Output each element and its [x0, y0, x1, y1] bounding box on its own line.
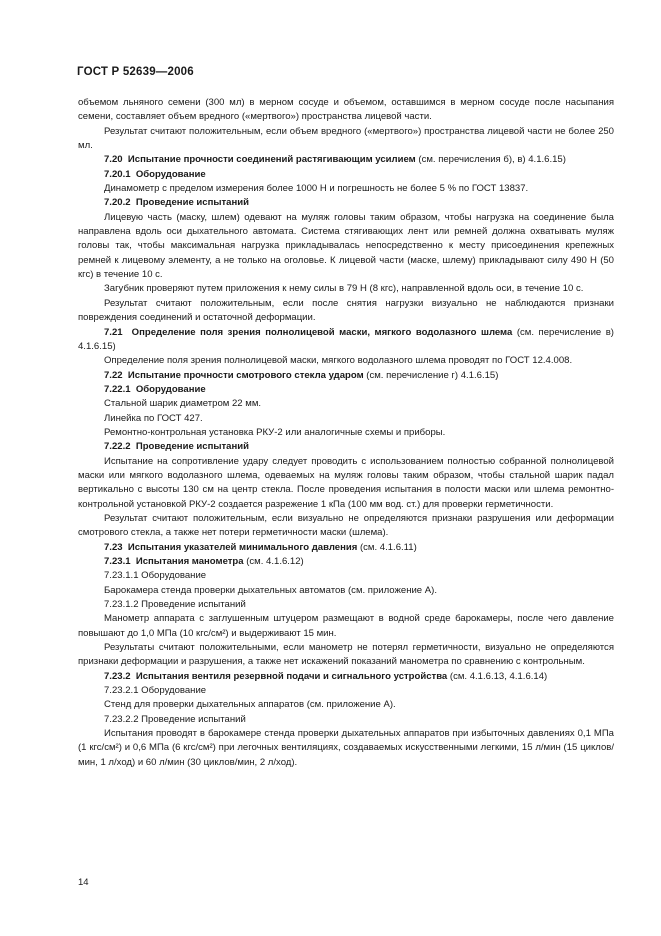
paragraph-text: Ремонтно-контрольная установка РКУ-2 или аналогичные схемы и приборы.	[104, 426, 446, 438]
section-paragraph	[78, 670, 614, 684]
paragraph-text: (см. перечисления б), в) 4.1.6.15)	[415, 154, 566, 166]
section-paragraph	[78, 326, 614, 355]
section-number: 7.20.1	[104, 168, 131, 180]
paragraph-text: Стальной шарик диаметром 22 мм.	[104, 398, 262, 410]
section-title: Определение поля зрения полнолицевой маски, мягкого водолазного шлема	[131, 326, 513, 338]
section-title: Оборудование	[135, 383, 206, 395]
section-paragraph	[78, 555, 614, 569]
paragraph-text: Испытание на сопротивление удару следует проводить с использованием полностью собранной полнолицевой маски или мягкого водолазного шлема, одеваемых на муляж головы таким образом, чтобы стальной шарик падал вертикально с высоты 130 см на центр стекла. После проведения испытания в полости маски или шлема ремонтно-контрольной установкой РКУ-2 создается разрежение 1 кПа (100 мм вод. ст.) для проверки герметичности.	[78, 455, 614, 510]
paragraph-text: Динамометр с пределом измерения более 1000 Н и погрешность не более 5 % по ГОСТ 13837.	[104, 183, 529, 195]
body-paragraph	[78, 125, 614, 154]
paragraph-text: Барокамера стенда проверки дыхательных автоматов (см. приложение А).	[104, 584, 437, 596]
section-title: Испытание прочности смотрового стекла ударом	[127, 369, 364, 381]
document-body	[78, 96, 614, 770]
paragraph-text: 7.23.2.1 Оборудование	[104, 685, 207, 697]
paragraph-text: (см. 4.1.6.11)	[357, 541, 417, 553]
section-paragraph	[78, 369, 614, 383]
section-number: 7.20.2	[104, 197, 131, 209]
section-paragraph	[78, 440, 614, 454]
section-number: 7.23.2	[104, 670, 131, 682]
paragraph-text: (см. перечисление г) 4.1.6.15)	[363, 369, 499, 381]
body-paragraph	[78, 397, 614, 411]
paragraph-text: Линейка по ГОСТ 427.	[104, 412, 203, 424]
paragraph-text: Результат считают положительным, если объем вредного («мертвого») пространства лицевой части не более 250 мл.	[78, 125, 614, 152]
paragraph-text: Определение поля зрения полнолицевой маски, мягкого водолазного шлема проводят по ГОСТ 12.4.008.	[104, 355, 573, 367]
paragraph-text: Результаты считают положительными, если манометр не потерял герметичности, визуально не определяются признаки деформации и разрушения, а также нет искажений показаний манометра по сравнению с контрольным.	[78, 642, 614, 668]
body-paragraph	[78, 684, 614, 698]
section-title: Испытание прочности соединений растягивающим усилием	[127, 154, 416, 166]
body-paragraph	[78, 698, 614, 712]
section-paragraph	[78, 541, 614, 555]
body-paragraph	[78, 426, 614, 440]
body-paragraph	[78, 282, 614, 296]
page-number: 14	[78, 877, 89, 888]
section-title: Проведение испытаний	[135, 197, 249, 209]
paragraph-text: Результат считают положительным, если после снятия нагрузки визуально не наблюдаются признаки повреждения соединений и остаточной деформации.	[78, 297, 614, 324]
section-title: Проведение испытаний	[135, 441, 249, 453]
document-header: ГОСТ Р 52639—2006	[77, 66, 194, 78]
body-paragraph	[78, 297, 614, 326]
section-number: 7.20	[104, 154, 123, 166]
body-paragraph	[78, 598, 614, 612]
body-paragraph	[78, 569, 614, 583]
body-paragraph	[78, 512, 614, 541]
section-paragraph	[78, 383, 614, 397]
paragraph-text: Результат считают положительным, если визуально не определяются признаки разрушения или деформации смотрового стекла, а также нет потери герметичности маски (шлема).	[78, 512, 614, 539]
paragraph-text: Стенд для проверки дыхательных аппаратов (см. приложение А).	[104, 699, 396, 711]
body-paragraph	[78, 641, 614, 670]
section-number: 7.22.2	[104, 441, 131, 453]
section-paragraph	[78, 168, 614, 182]
paragraph-text: 7.23.2.2 Проведение испытаний	[104, 713, 246, 725]
paragraph-text: (см. перечисление в) 4.1.6.15)	[78, 326, 614, 352]
body-paragraph	[78, 727, 614, 770]
section-paragraph	[78, 196, 614, 210]
body-paragraph	[78, 182, 614, 196]
section-title: Испытания вентиля резервной подачи и сигнального устройства	[135, 670, 448, 682]
body-paragraph	[78, 584, 614, 598]
section-number: 7.23.1	[104, 556, 131, 567]
section-title: Оборудование	[135, 168, 206, 180]
paragraph-text: (см. 4.1.6.12)	[243, 556, 304, 567]
paragraph-text: Загубник проверяют путем приложения к нему силы в 79 Н (8 кгс), направленной вдоль оси, в течение 10 с.	[104, 283, 584, 295]
section-title: Испытания манометра	[135, 556, 244, 567]
paragraph-text: Лицевую часть (маску, шлем) одевают на муляж головы таким образом, чтобы нагрузка на соединение была направлена вдоль оси дыхательного автомата. Система стягивающих лент или ремней должна охватывать муляж головы так, чтобы максимальная нагрузка прикладывалась непосредственно к месту присоединения крепежных ремней к лицевому элементу, а не только на оголовье. К лицевой части (маске, шлему) прикладывают силу 490 Н (50 кгс) в течение 10 с.	[78, 211, 614, 281]
body-paragraph	[78, 354, 614, 368]
paragraph-text: Манометр аппарата с заглушенным штуцером размещают в водной среде барокамеры, после чего давление повышают до 1,0 МПа (10 кгс/см²) и выдерживают 15 мин.	[78, 613, 614, 639]
body-paragraph	[78, 412, 614, 426]
body-paragraph	[78, 612, 614, 641]
body-paragraph	[78, 455, 614, 512]
paragraph-text: 7.23.1.2 Проведение испытаний	[104, 599, 246, 611]
section-paragraph	[78, 153, 614, 167]
paragraph-text: объемом льняного семени (300 мл) в мерном сосуде и объемом, оставшимся в мерном сосуде после насыпания семени, составляет объем вредного («мертвого») пространства лицевой части.	[78, 97, 614, 123]
section-number: 7.22.1	[104, 383, 131, 395]
paragraph-text: (см. 4.1.6.13, 4.1.6.14)	[447, 670, 548, 682]
body-paragraph	[78, 713, 614, 727]
body-paragraph	[78, 96, 614, 125]
body-paragraph	[78, 211, 614, 283]
section-number: 7.22	[104, 369, 123, 381]
section-number: 7.23	[104, 541, 123, 553]
paragraph-text: 7.23.1.1 Оборудование	[104, 570, 207, 582]
section-number: 7.21	[104, 326, 123, 338]
paragraph-text: Испытания проводят в барокамере стенда проверки дыхательных аппаратов при избыточных давлениях 0,1 МПа (1 кгс/см²) и 0,6 МПа (6 кгс/см²) при легочных вентиляциях, создаваемых искусственными легкими, 15 л/мин (15 циклов/мин, 1 л/ход) и 60 л/мин (30 циклов/мин, 2 л/ход).	[78, 728, 614, 768]
section-title: Испытания указателей минимального давления	[127, 541, 358, 553]
